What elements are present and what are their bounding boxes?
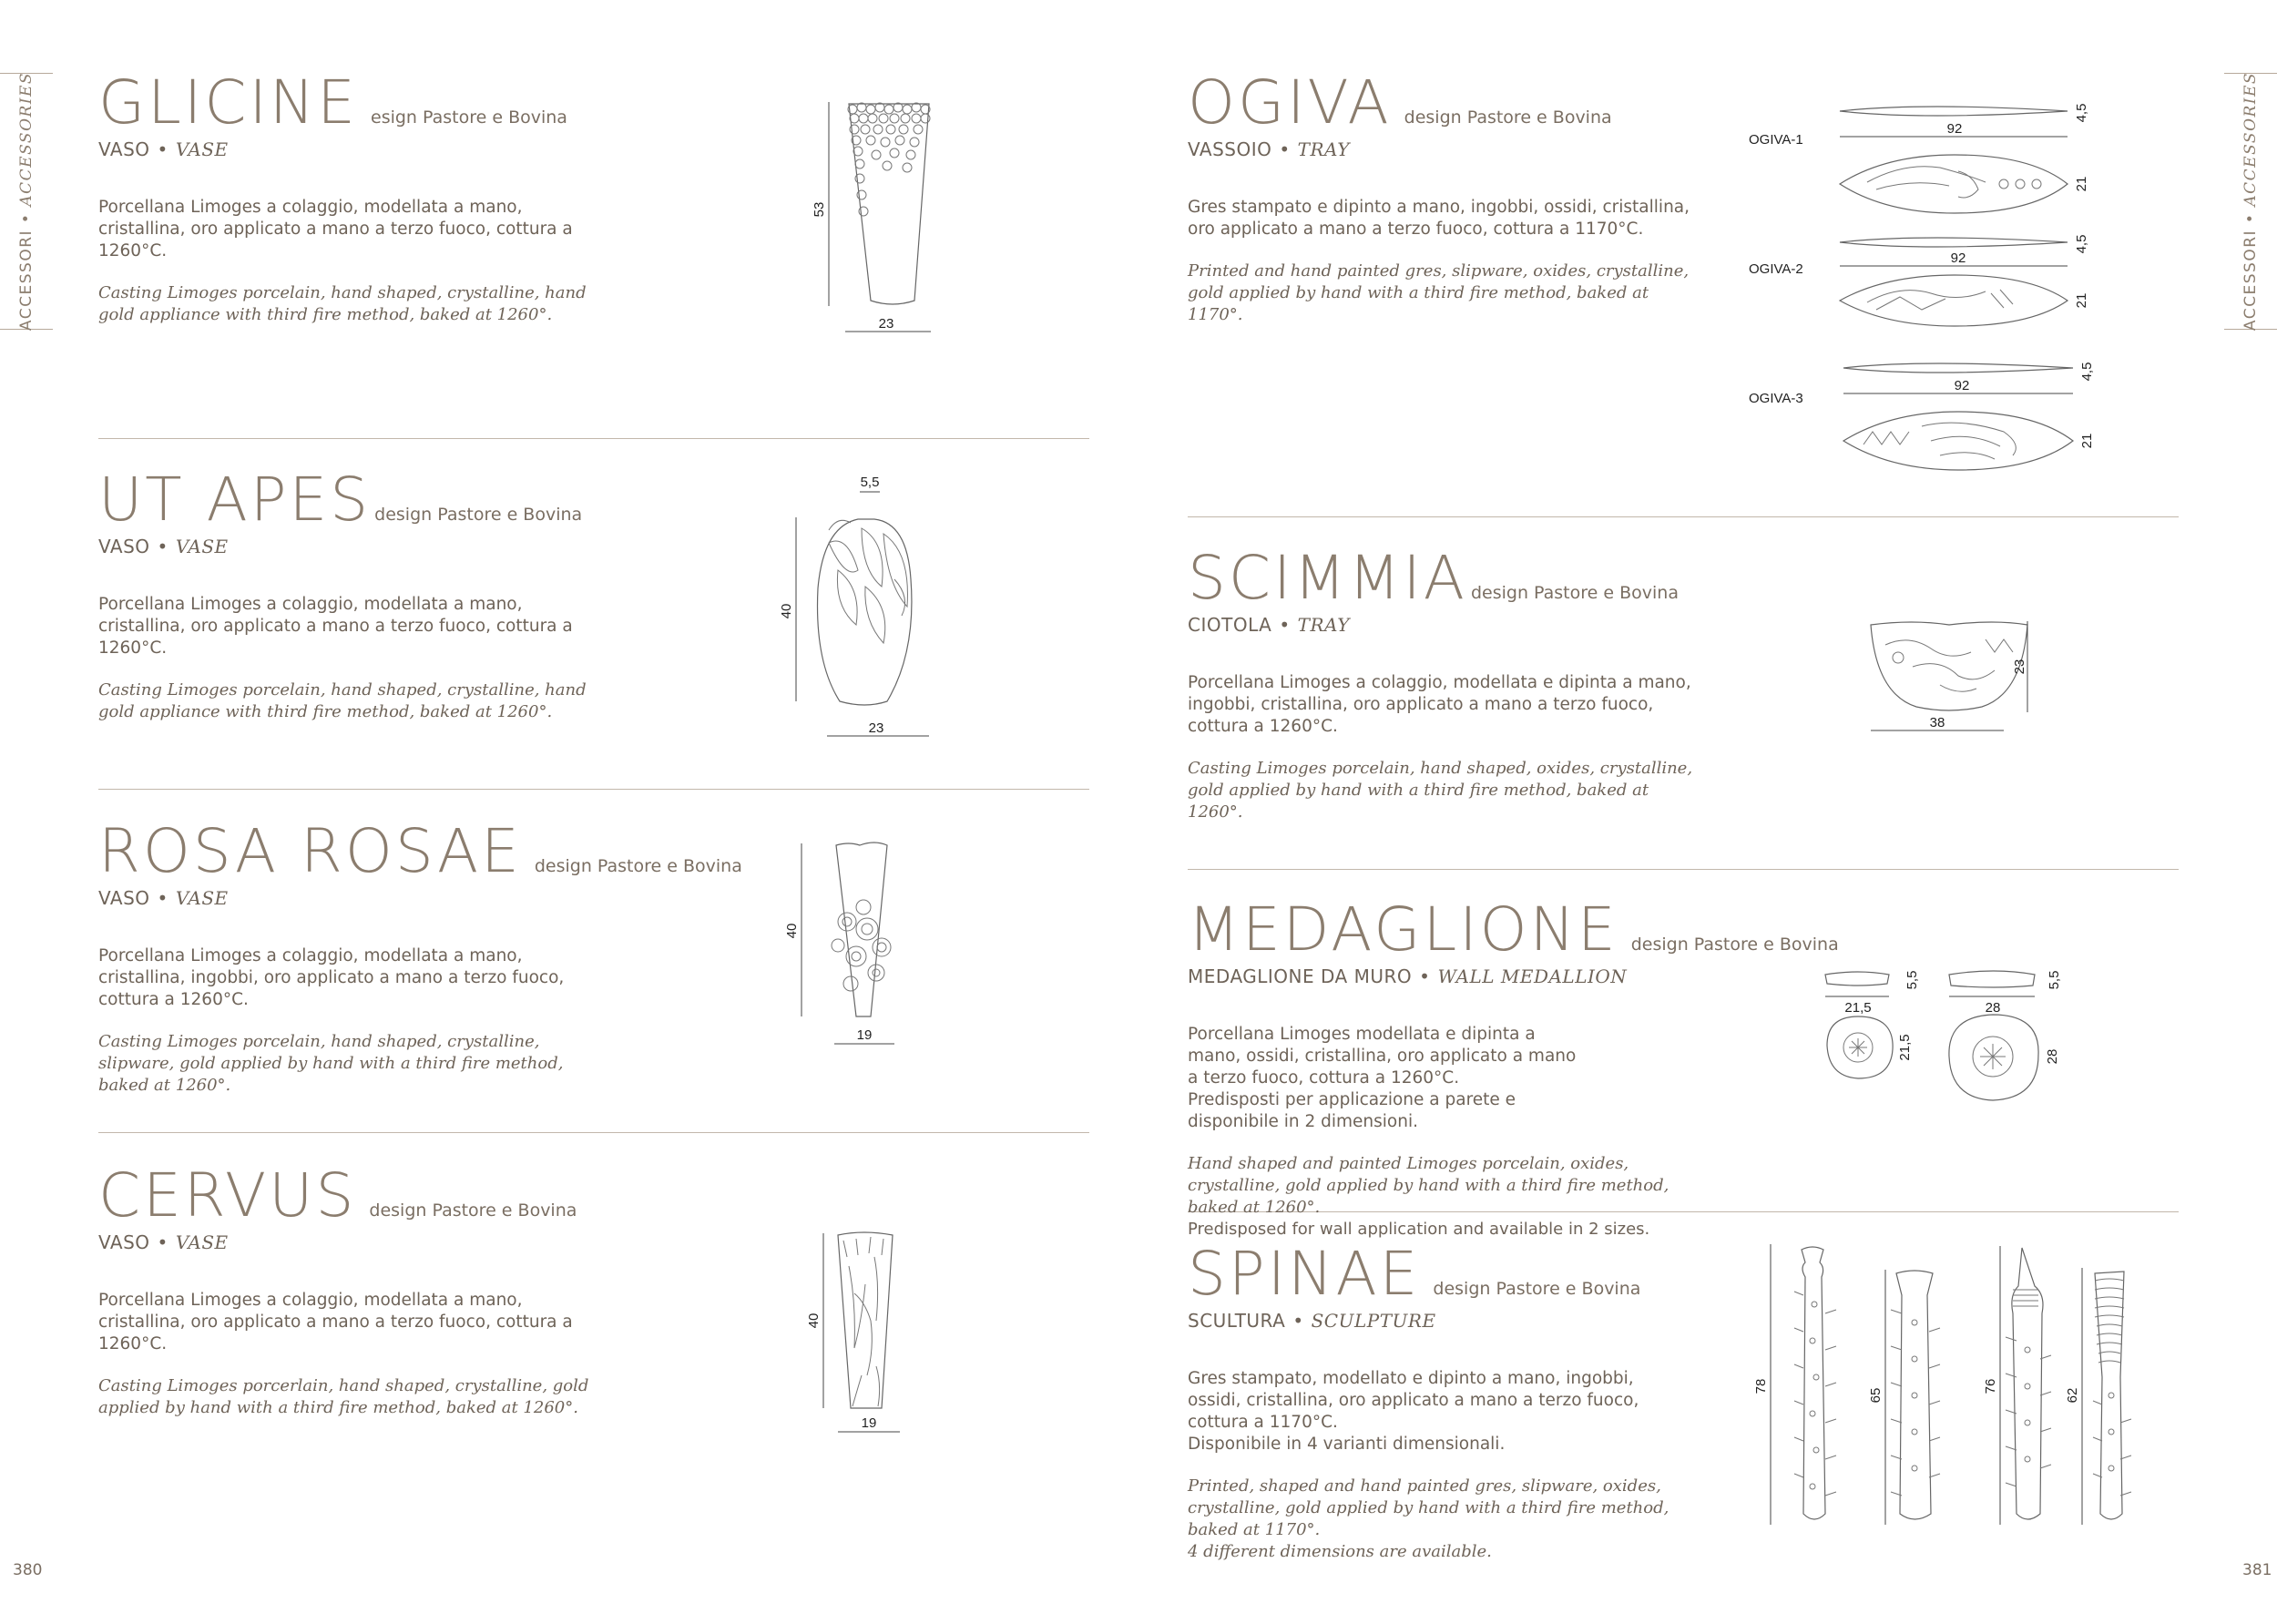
- dim-width: 19: [861, 1415, 877, 1431]
- dim-height: 23: [2012, 659, 2027, 675]
- description-it: Gres stampato e dipinto a mano, ingobbi, ossidi, cristallina, oro applicato a mano a terzo fuoco, cottura a 1170°C.: [1188, 198, 1690, 239]
- product-category: CIOTOLA • TRAY: [1188, 614, 1350, 636]
- product-title: MEDAGLIONE: [1188, 894, 1618, 965]
- description-it: Porcellana Limoges a colaggio, modellata e dipinta a mano, ingobbi, cristallina, oro applicato a mano a terzo fuoco, cottura a 1260°C.: [1188, 673, 1691, 736]
- dim-length: 92: [1954, 378, 1970, 393]
- product-glicine: [98, 67, 608, 326]
- description-it: Gres stampato, modellato e dipinto a mano, ingobbi, ossidi, cristallina, oro applicato a mano a terzo fuoco, cottura a 1170°C. Disponibile in 4 varianti dimensionali.: [1188, 1369, 1639, 1454]
- description-it: Porcellana Limoges a colaggio, modellata a mano, cristallina, oro applicato a mano a terzo fuoco, cottura a 1260°C.: [98, 595, 573, 658]
- product-designer: design Pastore e Bovina: [1630, 935, 1839, 955]
- dim-top: 5,5: [860, 475, 880, 490]
- dim-length: 92: [1946, 121, 1963, 137]
- spinae-drawing: [1749, 1241, 2149, 1532]
- description-en: Casting Limoges porcelain, hand shaped, crystalline, hand gold appliance with third fire method, baked at 1260°.: [98, 283, 587, 324]
- dim-thickness: 4,5: [2074, 103, 2089, 123]
- product-scimmia: [1188, 543, 1698, 823]
- dim-width: 28: [1985, 1000, 2001, 1016]
- description-it: Porcellana Limoges modellata e dipinta a mano, ossidi, cristallina, oro applicato a mano a terzo fuoco, cottura a 1260°C. Predisposti per applicazione a parete e disponibile in 2 dimensioni.: [1188, 1025, 1577, 1131]
- product-medaglione: [1188, 894, 1839, 1241]
- glicine-drawing: [802, 91, 947, 337]
- dim-height: 28: [2045, 1048, 2060, 1065]
- description-it: Porcellana Limoges a colaggio, modellata a mano, cristallina, ingobbi, oro applicato a mano a terzo fuoco, cottura a 1260°C.: [98, 946, 565, 1009]
- dim-thickness: 5,5: [1904, 970, 1920, 990]
- product-title: UT APES: [98, 465, 372, 535]
- dim-thickness: 4,5: [2079, 362, 2095, 382]
- product-cervus: [98, 1160, 608, 1419]
- description-en: Casting Limoges porcerlain, hand shaped, crystalline, gold applied by hand with a third fire method, baked at 1260°.: [98, 1376, 589, 1417]
- product-designer: design Pastore e Bovina: [1470, 583, 1679, 603]
- separator: [1188, 869, 2179, 870]
- description-en: Casting Limoges porcelain, hand shaped, crystalline, slipware, gold applied by hand with a third fire method, baked at 1260°.: [98, 1032, 564, 1095]
- dim-height-3: 76: [1983, 1378, 1998, 1394]
- product-designer: design Pastore e Bovina: [534, 856, 742, 876]
- page-number-left: 380: [13, 1561, 43, 1579]
- description-it: Porcellana Limoges a colaggio, modellata a mano, cristallina, oro applicato a mano a terzo fuoco, cottura a 1260°C.: [98, 198, 573, 260]
- product-title: SPINAE: [1188, 1239, 1421, 1309]
- ogiva-variant-2: [1749, 235, 2089, 326]
- dim-height-2: 65: [1868, 1387, 1884, 1404]
- description-en: Printed, shaped and hand painted gres, slipware, oxides, crystalline, gold applied by hand with a third fire method, baked at 1170°. 4 different dimensions are available.: [1188, 1476, 1669, 1561]
- description-en: Casting Limoges porcelain, hand shaped, oxides, crystalline, gold applied by hand with a third fire method, baked at 1260°.: [1188, 759, 1693, 822]
- description-en: Casting Limoges porcelain, hand shaped, crystalline, hand gold appliance with third fire method, baked at 1260°.: [98, 680, 587, 721]
- medaglione-large: [1949, 971, 2062, 1100]
- side-label-left: ACCESSORI • ACCESSORIES: [17, 71, 36, 332]
- dim-height: 53: [812, 201, 827, 218]
- product-designer: design Pastore e Bovina: [1433, 1279, 1641, 1299]
- ogiva-variant-3: [1749, 363, 2095, 470]
- description-en: Hand shaped and painted Limoges porcelain, oxides, crystalline, gold applied by hand with a third fire method, baked at 1260°. Predisposed for wall application and available in 2 sizes.: [1188, 1154, 1669, 1239]
- product-designer: design Pastore e Bovina: [369, 1200, 577, 1221]
- variant-label: OGIVA-1: [1749, 132, 1803, 148]
- product-title: GLICINE: [98, 67, 358, 138]
- dim-width: 19: [856, 1027, 873, 1043]
- scimmia-drawing: [1858, 612, 2040, 740]
- product-category: VASO • VASE: [98, 138, 229, 160]
- side-tab-left: [0, 73, 53, 330]
- dim-height-4: 62: [2065, 1387, 2080, 1404]
- cervus-drawing: [802, 1230, 938, 1439]
- product-category: VASO • VASE: [98, 887, 229, 909]
- product-category: VASO • VASE: [98, 1231, 229, 1253]
- page-number-right: 381: [2242, 1561, 2272, 1579]
- ogiva-drawing: [1740, 98, 2104, 517]
- dim-width: 38: [1929, 715, 1945, 730]
- dim-width: 21: [2079, 433, 2095, 449]
- product-category: SCULTURA • SCULPTURE: [1188, 1310, 1436, 1332]
- rosa-rosae-drawing: [783, 838, 938, 1047]
- separator: [98, 1132, 1089, 1133]
- product-title: ROSA ROSAE: [98, 816, 522, 886]
- product-title: SCIMMIA: [1188, 543, 1467, 613]
- dim-height-1: 78: [1753, 1378, 1769, 1394]
- product-category: MEDAGLIONE DA MURO • WALL MEDALLION: [1188, 965, 1628, 987]
- dim-height: 40: [779, 603, 794, 619]
- product-designer: design Pastore e Bovina: [1404, 107, 1612, 128]
- product-spinae: [1188, 1239, 1680, 1563]
- dim-thickness: 5,5: [2047, 970, 2062, 990]
- dim-width: 21: [2074, 292, 2089, 309]
- product-ut-apes: [98, 465, 608, 723]
- product-title: CERVUS: [98, 1160, 357, 1231]
- product-category: VASSOIO • TRAY: [1188, 138, 1350, 160]
- ut-apes-drawing: [774, 470, 947, 743]
- dim-height: 40: [784, 923, 800, 939]
- variant-label: OGIVA-3: [1749, 391, 1803, 406]
- description-en: Printed and hand painted gres, slipware, oxides, crystalline, gold applied by hand with a third fire method, baked at 1170°.: [1188, 261, 1690, 324]
- separator: [98, 438, 1089, 439]
- product-category: VASO • VASE: [98, 536, 229, 557]
- product-title: OGIVA: [1188, 67, 1392, 138]
- dim-width: 21: [2074, 176, 2089, 192]
- separator: [98, 789, 1089, 790]
- dim-width: 21,5: [1844, 1000, 1872, 1016]
- description-it: Porcellana Limoges a colaggio, modellata a mano, cristallina, oro applicato a mano a terzo fuoco, cottura a 1260°C.: [98, 1291, 573, 1353]
- product-ogiva: [1188, 67, 1698, 326]
- medaglione-drawing: [1812, 962, 2086, 1108]
- product-designer: esign Pastore e Bovina: [371, 107, 567, 128]
- product-rosa-rosae: [98, 816, 742, 1097]
- variant-label: OGIVA-2: [1749, 261, 1803, 277]
- dim-width: 23: [868, 720, 884, 736]
- side-tab-right: [2224, 73, 2277, 330]
- dim-thickness: 4,5: [2074, 234, 2089, 254]
- product-designer: design Pastore e Bovina: [374, 505, 583, 525]
- side-label-right: ACCESSORI • ACCESSORIES: [2241, 71, 2260, 332]
- ogiva-variant-1: [1749, 104, 2089, 213]
- dim-length: 92: [1950, 250, 1966, 266]
- dim-height: 21,5: [1897, 1034, 1913, 1061]
- dim-width: 23: [878, 316, 894, 332]
- medaglione-small: [1825, 971, 1920, 1078]
- dim-height: 40: [806, 1312, 822, 1329]
